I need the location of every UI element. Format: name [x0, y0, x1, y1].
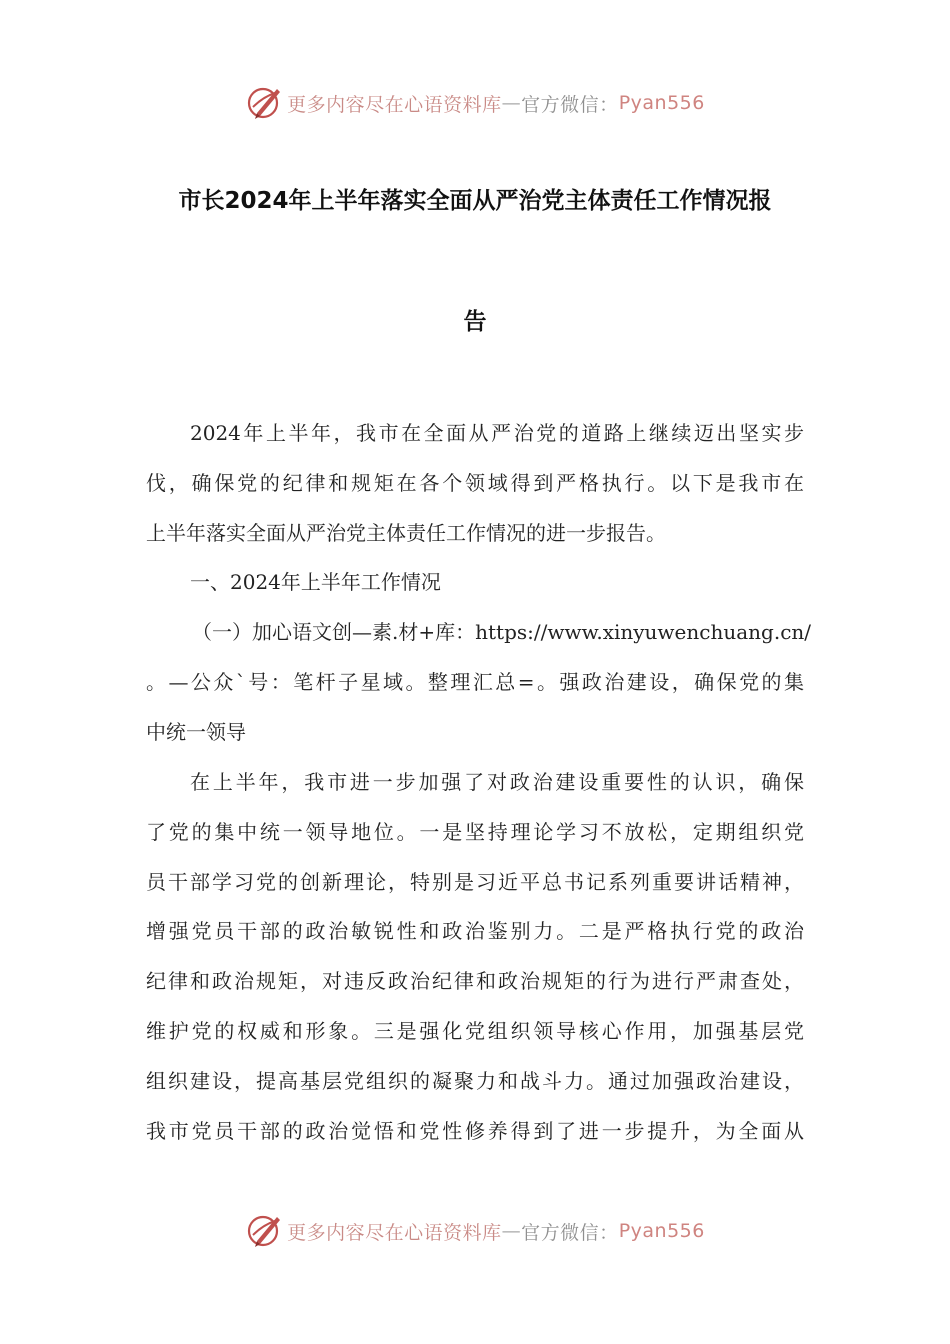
watermark-wechat-label: 官方微信： [521, 1221, 619, 1244]
body-line: 在上半年，我市进一步加强了对政治建设重要性的认识，确保 [190, 770, 804, 794]
body-line: 纪律和政治规矩，对违反政治纪律和政治规矩的行为进行严肃查处， [146, 969, 804, 993]
body-line: 伐，确保党的纪律和规矩在各个领域得到严格执行。以下是我市在 [146, 471, 804, 495]
watermark-banner-top [0, 80, 950, 126]
pen-logo-icon [245, 1211, 285, 1251]
body-line: 维护党的权威和形象。三是强化党组织领导核心作用，加强基层党 [146, 1019, 804, 1043]
body-line: 我市党员干部的政治觉悟和党性修养得到了进一步提升，为全面从 [146, 1119, 804, 1143]
body-line: 。—公众`号：笔杆子星域。整理汇总=。强政治建设，确保党的集 [146, 670, 804, 694]
document-title-line-1: 市长2024年上半年落实全面从严治党主体责任工作情况报 [178, 188, 772, 214]
watermark-dash: — [501, 1220, 522, 1242]
watermark-wechat-label: 官方微信： [521, 93, 619, 116]
watermark-dash: — [501, 92, 522, 114]
body-line: 上半年落实全面从严治党主体责任工作情况的进一步报告。 [146, 521, 666, 545]
body-line: 中统一领导 [146, 720, 246, 744]
body-line: 增强党员干部的政治敏锐性和政治鉴别力。二是严格执行党的政治 [146, 919, 804, 943]
subsection-heading: （一）加心语文创—素.材+库：https://www.xinyuwenchuang.cn/ [192, 620, 812, 644]
watermark-wechat-id: Pyan556 [618, 92, 705, 114]
body-line: 员干部学习党的创新理论，特别是习近平总书记系列重要讲话精神， [146, 870, 804, 894]
watermark-wechat-id: Pyan556 [618, 1220, 705, 1242]
pen-logo-icon [245, 83, 285, 123]
watermark-text: 更多内容尽在心语资料库 [287, 93, 502, 116]
section-heading: 一、2024年上半年工作情况 [190, 570, 441, 594]
body-line: 2024年上半年，我市在全面从严治党的道路上继续迈出坚实步 [190, 421, 804, 445]
watermark-text: 更多内容尽在心语资料库 [287, 1221, 502, 1244]
body-line: 了党的集中统一领导地位。一是坚持理论学习不放松，定期组织党 [146, 820, 804, 844]
body-line: 组织建设，提高基层党组织的凝聚力和战斗力。通过加强政治建设， [146, 1069, 804, 1093]
watermark-banner-bottom [0, 1208, 950, 1254]
document-title-line-2: 告 [463, 309, 487, 335]
